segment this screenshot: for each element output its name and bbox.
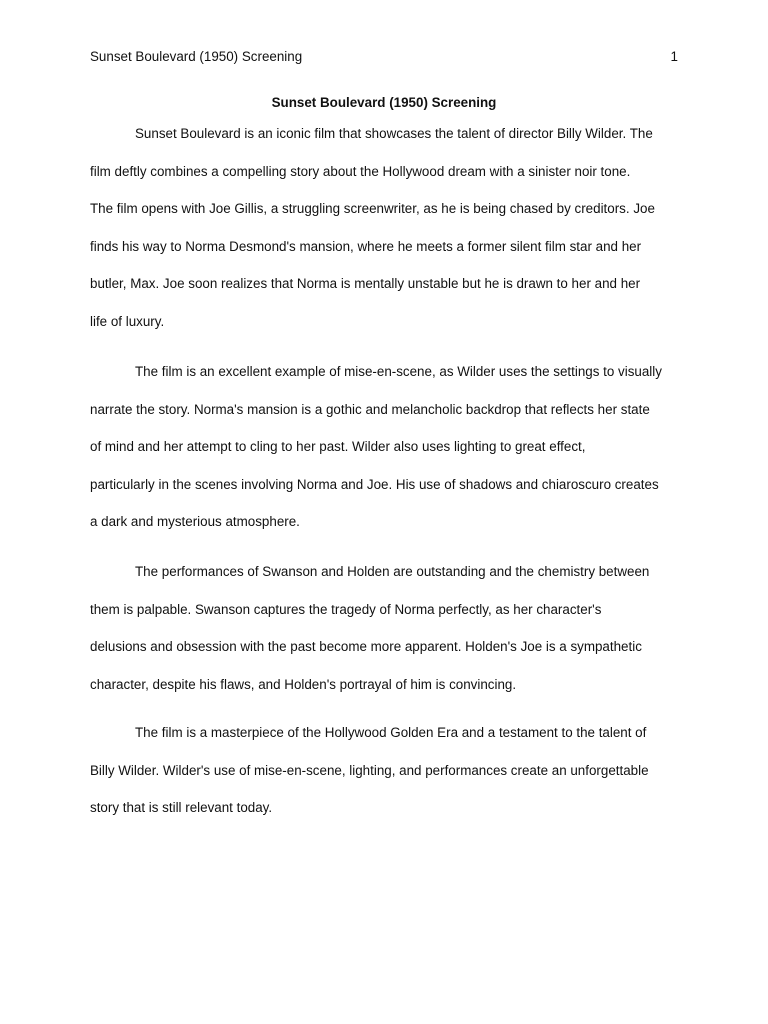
paragraph-line: Sunset Boulevard is an iconic film that showcases the talent of director Billy Wilder. The bbox=[135, 126, 653, 141]
paragraph bbox=[90, 124, 676, 350]
paragraph-line: The film is an excellent example of mise-en-scene, as Wilder uses the settings to visually bbox=[135, 364, 662, 379]
paragraph-line: butler, Max. Joe soon realizes that Norma is mentally unstable but he is drawn to her and her bbox=[90, 276, 641, 292]
paragraph-line: story that is still relevant today. bbox=[90, 800, 273, 816]
document-title: Sunset Boulevard (1950) Screening bbox=[271, 95, 497, 110]
paragraph-line: Billy Wilder. Wilder's use of mise-en-scene, lighting, and performances create an unforgettable bbox=[90, 762, 649, 778]
running-header bbox=[90, 47, 678, 67]
paragraph-line: film deftly combines a compelling story about the Hollywood dream with a sinister noir tone. bbox=[90, 163, 631, 179]
paragraph-line: of mind and her attempt to cling to her past. Wilder also uses lighting to great effect, bbox=[90, 439, 586, 455]
paragraph bbox=[90, 562, 676, 712]
paragraph-line: them is palpable. Swanson captures the tragedy of Norma perfectly, as her character's bbox=[90, 601, 602, 617]
paragraph-line: The film opens with Joe Gillis, a struggling screenwriter, as he is being chased by creditors. Joe bbox=[90, 201, 655, 217]
paragraph-line: character, despite his flaws, and Holden's portrayal of him is convincing. bbox=[90, 676, 517, 692]
paragraph-line: delusions and obsession with the past become more apparent. Holden's Joe is a sympathetic bbox=[90, 639, 642, 655]
paragraph-line: finds his way to Norma Desmond's mansion, where he meets a former silent film star and her bbox=[90, 238, 642, 254]
paragraph-line: particularly in the scenes involving Norma and Joe. His use of shadows and chiaroscuro creates bbox=[90, 476, 659, 492]
paragraph-line: The film is a masterpiece of the Hollywood Golden Era and a testament to the talent of bbox=[135, 725, 647, 740]
paragraph-line: narrate the story. Norma's mansion is a gothic and melancholic backdrop that reflects her state bbox=[90, 401, 650, 417]
paragraph-line: life of luxury. bbox=[90, 313, 165, 329]
running-header-title: Sunset Boulevard (1950) Screening bbox=[90, 49, 303, 64]
paragraph bbox=[90, 723, 676, 836]
paragraph-line: The performances of Swanson and Holden are outstanding and the chemistry between bbox=[135, 564, 650, 579]
paragraph bbox=[90, 362, 676, 550]
page-number: 1 bbox=[670, 49, 678, 64]
paragraph-line: a dark and mysterious atmosphere. bbox=[90, 514, 300, 530]
